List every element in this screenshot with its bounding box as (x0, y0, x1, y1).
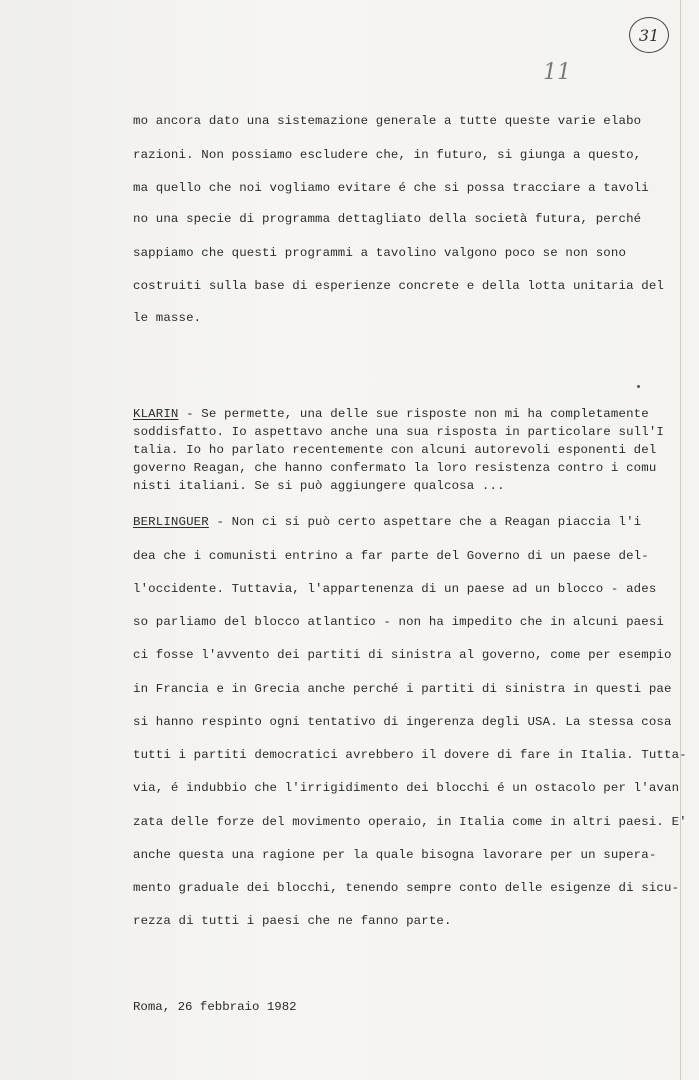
text-line: via, é indubbio che l'irrigidimento dei blocchi é un ostacolo per l'avan (133, 781, 680, 795)
text-line: rezza di tutti i paesi che ne fanno parte. (133, 914, 452, 928)
text-line: tutti i partiti democratici avrebbero il dovere di fare in Italia. Tutta- (133, 748, 687, 762)
handwritten-number: 11 (543, 60, 571, 85)
text-line: governo Reagan, che hanno confermato la loro resistenza contro i comu (133, 461, 657, 475)
text-line: zata delle forze del movimento operaio, in Italia come in altri paesi. E' (133, 815, 687, 829)
ink-dot (637, 385, 640, 388)
speaker-berlinguer: BERLINGUER (133, 515, 209, 529)
text-fragment: - Non ci si può certo aspettare che a Reagan piaccia l'i (208, 515, 642, 529)
text-line: no una specie di programma dettagliato della società futura, perché (133, 212, 642, 226)
page-number-stamp (629, 17, 669, 53)
text-line: mento graduale dei blocchi, tenendo sempre conto delle esigenze di sicu- (133, 881, 680, 895)
question-first-line (133, 407, 649, 421)
page-edge-line (680, 0, 681, 1080)
text-line: in Francia e in Grecia anche perché i partiti di sinistra in questi pae (133, 682, 672, 696)
text-line: razioni. Non possiamo escludere che, in futuro, si giunga a questo, (133, 148, 642, 162)
text-line: l'occidente. Tuttavia, l'appartenenza di un paese ad un blocco - ades (133, 582, 657, 596)
text-line: anche questa una ragione per la quale bisogna lavorare per un supera- (133, 848, 657, 862)
text-line: dea che i comunisti entrino a far parte del Governo di un paese del- (133, 549, 649, 563)
text-line: si hanno respinto ogni tentativo di ingerenza degli USA. La stessa cosa (133, 715, 672, 729)
text-line: sappiamo che questi programmi a tavolino valgono poco se non sono (133, 246, 627, 260)
text-line: so parliamo del blocco atlantico - non ha impedito che in alcuni paesi (133, 615, 664, 629)
text-line: ma quello che noi vogliamo evitare é che si possa tracciare a tavoli (133, 181, 649, 195)
text-line: le masse. (133, 311, 202, 325)
answer-first-line (133, 515, 641, 529)
text-line: ci fosse l'avvento dei partiti di sinistra al governo, come per esempio (133, 648, 672, 662)
page-number: 31 (638, 25, 660, 45)
text-line: talia. Io ho parlato recentemente con alcuni autorevoli esponenti del (133, 443, 657, 457)
text-line: soddisfatto. Io aspettavo anche una sua risposta in particolare sull'I (133, 425, 664, 439)
text-fragment: - Se permette, una delle sue risposte non mi ha completamente (178, 407, 649, 421)
text-line: costruiti sulla base di esperienze concrete e della lotta unitaria del (133, 279, 664, 293)
speaker-klarin: KLARIN (133, 407, 179, 421)
text-line: mo ancora dato una sistemazione generale a tutte queste varie elabo (133, 114, 642, 128)
text-line: nisti italiani. Se si può aggiungere qualcosa ... (133, 479, 505, 493)
document-date: Roma, 26 febbraio 1982 (133, 1000, 297, 1014)
